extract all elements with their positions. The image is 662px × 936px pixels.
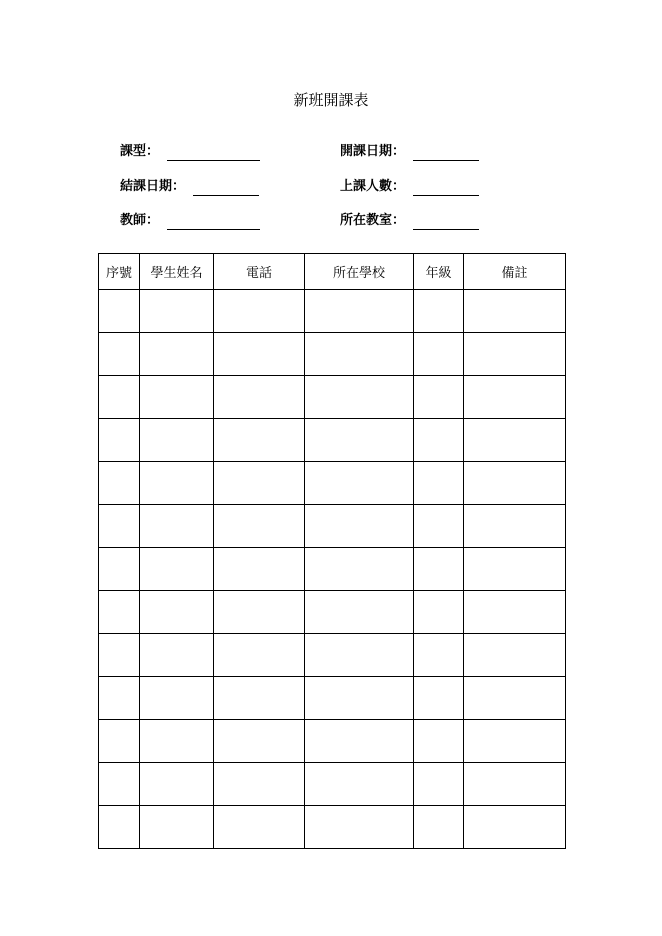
remarks-cell[interactable] — [464, 763, 566, 806]
teacher-field — [120, 210, 260, 230]
school-cell[interactable] — [305, 505, 414, 548]
phone-cell[interactable] — [214, 720, 305, 763]
phone-cell[interactable] — [214, 505, 305, 548]
grade-cell[interactable] — [414, 677, 464, 720]
serial-number-cell[interactable] — [99, 419, 140, 462]
student-name-cell[interactable] — [140, 677, 214, 720]
school-cell[interactable] — [305, 462, 414, 505]
header-grade: 年級 — [414, 254, 464, 290]
header-remarks: 備註 — [464, 254, 566, 290]
student-name-cell[interactable] — [140, 505, 214, 548]
page-title: 新班開課表 — [293, 91, 369, 109]
teacher-input-line[interactable] — [167, 215, 260, 230]
classroom-label: 所在教室： — [340, 213, 406, 228]
grade-cell[interactable] — [414, 462, 464, 505]
school-cell[interactable] — [305, 419, 414, 462]
serial-number-cell[interactable] — [99, 720, 140, 763]
student-name-cell[interactable] — [140, 462, 214, 505]
serial-number-cell[interactable] — [99, 591, 140, 634]
header-student-name: 學生姓名 — [140, 254, 214, 290]
student-name-cell[interactable] — [140, 290, 214, 333]
remarks-cell[interactable] — [464, 290, 566, 333]
table-row — [99, 290, 566, 333]
remarks-cell[interactable] — [464, 591, 566, 634]
start-date-input-line[interactable] — [413, 146, 479, 161]
grade-cell[interactable] — [414, 290, 464, 333]
student-table — [98, 253, 566, 849]
end-date-input-line[interactable] — [193, 181, 259, 196]
phone-cell[interactable] — [214, 591, 305, 634]
serial-number-cell[interactable] — [99, 806, 140, 849]
serial-number-cell[interactable] — [99, 290, 140, 333]
school-cell[interactable] — [305, 376, 414, 419]
remarks-cell[interactable] — [464, 419, 566, 462]
table-row — [99, 548, 566, 591]
school-cell[interactable] — [305, 720, 414, 763]
header-phone: 電話 — [214, 254, 305, 290]
start-date-label: 開課日期： — [340, 144, 406, 159]
phone-cell[interactable] — [214, 806, 305, 849]
school-cell[interactable] — [305, 763, 414, 806]
table-row — [99, 419, 566, 462]
enrollment-input-line[interactable] — [413, 181, 479, 196]
student-name-cell[interactable] — [140, 806, 214, 849]
grade-cell[interactable] — [414, 634, 464, 677]
header-serial-number: 序號 — [99, 254, 140, 290]
student-name-cell[interactable] — [140, 591, 214, 634]
course-type-field — [120, 141, 260, 161]
school-cell[interactable] — [305, 548, 414, 591]
serial-number-cell[interactable] — [99, 548, 140, 591]
phone-cell[interactable] — [214, 634, 305, 677]
phone-cell[interactable] — [214, 763, 305, 806]
teacher-label: 教師： — [120, 213, 160, 228]
phone-cell[interactable] — [214, 376, 305, 419]
school-cell[interactable] — [305, 290, 414, 333]
serial-number-cell[interactable] — [99, 634, 140, 677]
grade-cell[interactable] — [414, 806, 464, 849]
school-cell[interactable] — [305, 591, 414, 634]
student-name-cell[interactable] — [140, 376, 214, 419]
phone-cell[interactable] — [214, 419, 305, 462]
table-row — [99, 763, 566, 806]
phone-cell[interactable] — [214, 677, 305, 720]
classroom-input-line[interactable] — [413, 215, 479, 230]
table-row — [99, 806, 566, 849]
serial-number-cell[interactable] — [99, 677, 140, 720]
table-row — [99, 333, 566, 376]
table-row — [99, 720, 566, 763]
header-school: 所在學校 — [305, 254, 414, 290]
remarks-cell[interactable] — [464, 634, 566, 677]
phone-cell[interactable] — [214, 290, 305, 333]
grade-cell[interactable] — [414, 548, 464, 591]
table-row — [99, 634, 566, 677]
serial-number-cell[interactable] — [99, 505, 140, 548]
remarks-cell[interactable] — [464, 376, 566, 419]
school-cell[interactable] — [305, 677, 414, 720]
phone-cell[interactable] — [214, 462, 305, 505]
remarks-cell[interactable] — [464, 806, 566, 849]
phone-cell[interactable] — [214, 333, 305, 376]
student-name-cell[interactable] — [140, 763, 214, 806]
grade-cell[interactable] — [414, 720, 464, 763]
grade-cell[interactable] — [414, 419, 464, 462]
serial-number-cell[interactable] — [99, 462, 140, 505]
phone-cell[interactable] — [214, 548, 305, 591]
school-cell[interactable] — [305, 634, 414, 677]
grade-cell[interactable] — [414, 333, 464, 376]
serial-number-cell[interactable] — [99, 333, 140, 376]
student-name-cell[interactable] — [140, 720, 214, 763]
table-row — [99, 462, 566, 505]
student-name-cell[interactable] — [140, 634, 214, 677]
grade-cell[interactable] — [414, 591, 464, 634]
table-body — [99, 290, 566, 849]
grade-cell[interactable] — [414, 505, 464, 548]
student-name-cell[interactable] — [140, 419, 214, 462]
end-date-field — [120, 176, 259, 196]
serial-number-cell[interactable] — [99, 376, 140, 419]
end-date-label: 結課日期： — [120, 179, 186, 194]
course-type-label: 課型： — [120, 144, 160, 159]
remarks-cell[interactable] — [464, 462, 566, 505]
start-date-field — [340, 141, 479, 161]
enrollment-field — [340, 176, 479, 196]
school-cell[interactable] — [305, 333, 414, 376]
table-row — [99, 591, 566, 634]
grade-cell[interactable] — [414, 763, 464, 806]
course-type-input-line[interactable] — [167, 146, 260, 161]
table-row — [99, 376, 566, 419]
enrollment-label: 上課人數： — [340, 179, 406, 194]
table-row — [99, 677, 566, 720]
serial-number-cell[interactable] — [99, 763, 140, 806]
student-name-cell[interactable] — [140, 333, 214, 376]
table-row — [99, 505, 566, 548]
remarks-cell[interactable] — [464, 505, 566, 548]
table-header-row — [99, 254, 566, 290]
remarks-cell[interactable] — [464, 333, 566, 376]
school-cell[interactable] — [305, 806, 414, 849]
classroom-field — [340, 210, 479, 230]
remarks-cell[interactable] — [464, 720, 566, 763]
remarks-cell[interactable] — [464, 677, 566, 720]
grade-cell[interactable] — [414, 376, 464, 419]
remarks-cell[interactable] — [464, 548, 566, 591]
student-name-cell[interactable] — [140, 548, 214, 591]
